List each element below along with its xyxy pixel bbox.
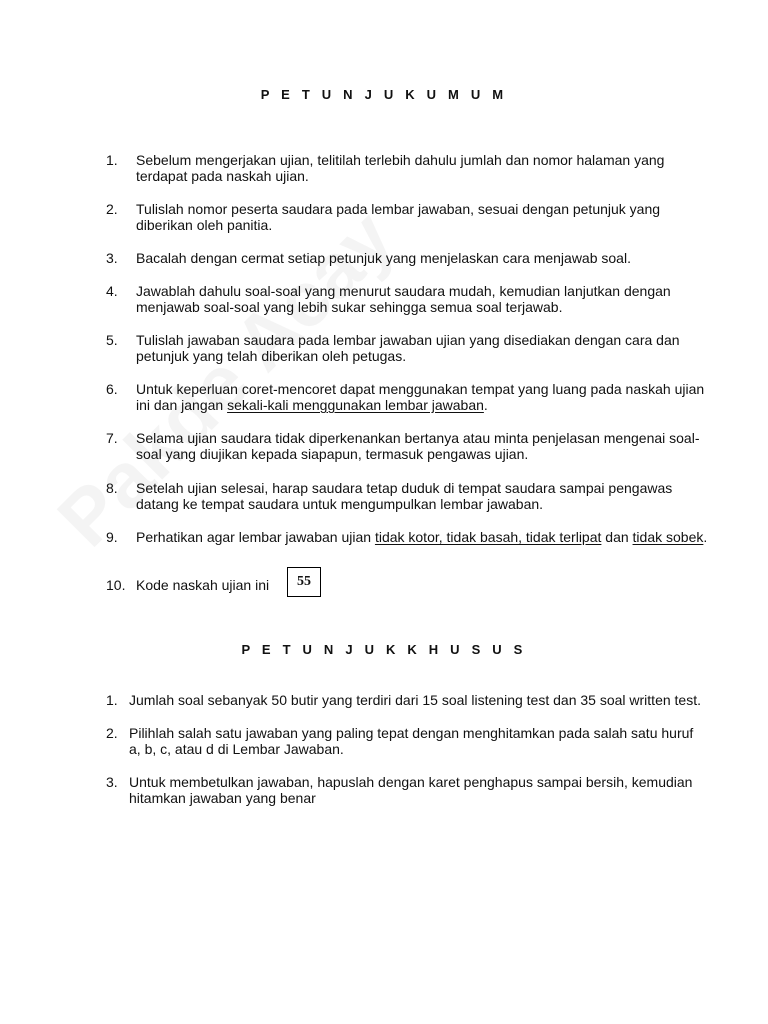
list-item <box>106 250 708 266</box>
list-item <box>106 725 708 757</box>
item-number: 9. <box>106 529 118 545</box>
heading-petunjuk-umum: P E T U N J U K U M U M <box>260 87 508 102</box>
item-number: 4. <box>106 283 118 299</box>
item-text: Setelah ujian selesai, harap saudara tetap duduk di tempat saudara sampai pengawas datang ke tempat saudara untuk mengumpulkan lembar jawaban. <box>136 480 673 512</box>
item-text-part: . <box>703 529 708 545</box>
item-text: Tulislah jawaban saudara pada lembar jawaban ujian yang disediakan dengan cara dan petunjuk yang telah diberikan oleh petugas. <box>136 332 680 364</box>
exam-code-box <box>287 567 321 597</box>
item-text-underlined: sekali-kali menggunakan lembar jawaban <box>227 397 484 413</box>
item-number: 1. <box>106 692 118 708</box>
item-text-part: . <box>483 397 488 413</box>
item-text: Bacalah dengan cermat setiap petunjuk yang menjelaskan cara menjawab soal. <box>136 250 631 266</box>
list-item <box>106 480 708 512</box>
list-item <box>106 692 708 708</box>
item-text <box>136 381 708 413</box>
item-text-underlined: tidak sobek <box>632 529 704 545</box>
item-number: 2. <box>106 201 118 217</box>
item-number: 6. <box>106 381 118 397</box>
item-text: Jawablah dahulu soal-soal yang menurut saudara mudah, kemudian lanjutkan dengan menjawab soal-soal yang lebih sukar sehingga semua soal terjawab. <box>136 283 671 315</box>
list-item <box>106 577 708 593</box>
list-item <box>106 529 708 545</box>
item-text: Kode naskah ujian ini <box>136 577 270 593</box>
item-text: Sebelum mengerjakan ujian, telitilah terlebih dahulu jumlah dan nomor halaman yang terdapat pada naskah ujian. <box>136 152 665 184</box>
item-number: 10. <box>106 577 126 593</box>
item-text: Tulislah nomor peserta saudara pada lembar jawaban, sesuai dengan petunjuk yang diberikan oleh panitia. <box>136 201 661 233</box>
item-text-part: Perhatikan agar lembar jawaban ujian <box>136 529 375 545</box>
list-item <box>106 381 708 413</box>
item-number: 8. <box>106 480 118 496</box>
heading-petunjuk-khusus: P E T U N J U K K H U S U S <box>241 642 527 657</box>
item-text-underlined: tidak kotor, tidak basah, tidak terlipat <box>374 529 602 545</box>
item-number: 2. <box>106 725 118 741</box>
list-item <box>106 201 708 233</box>
list-item <box>106 283 708 315</box>
item-text-part: dan <box>601 529 633 545</box>
list-item <box>106 332 708 364</box>
list-item <box>106 430 708 462</box>
item-text <box>136 529 708 545</box>
item-number: 3. <box>106 250 118 266</box>
item-text-part: Untuk keperluan coret-mencoret dapat menggunakan tempat yang luang pada naskah ujian ini dan jangan <box>136 381 705 413</box>
item-number: 5. <box>106 332 118 348</box>
item-number: 1. <box>106 152 118 168</box>
list-item <box>106 152 708 184</box>
exam-code: 55 <box>297 574 311 589</box>
item-text: Jumlah soal sebanyak 50 butir yang terdiri dari 15 soal listening test dan 35 soal written test. <box>129 692 701 708</box>
item-number: 3. <box>106 774 118 790</box>
item-number: 7. <box>106 430 118 446</box>
item-text: Pilihlah salah satu jawaban yang paling tepat dengan menghitamkan pada salah satu huruf a, b, c, atau d di Lembar Jawaban. <box>129 725 694 757</box>
item-text: Untuk membetulkan jawaban, hapuslah dengan karet penghapus sampai bersih, kemudian hitamkan jawaban yang benar <box>129 774 693 806</box>
list-item <box>106 774 708 806</box>
item-text: Selama ujian saudara tidak diperkenankan bertanya atau minta penjelasan mengenai soal-soal yang diujikan kepada siapapun, termasuk pengawas ujian. <box>136 430 700 462</box>
